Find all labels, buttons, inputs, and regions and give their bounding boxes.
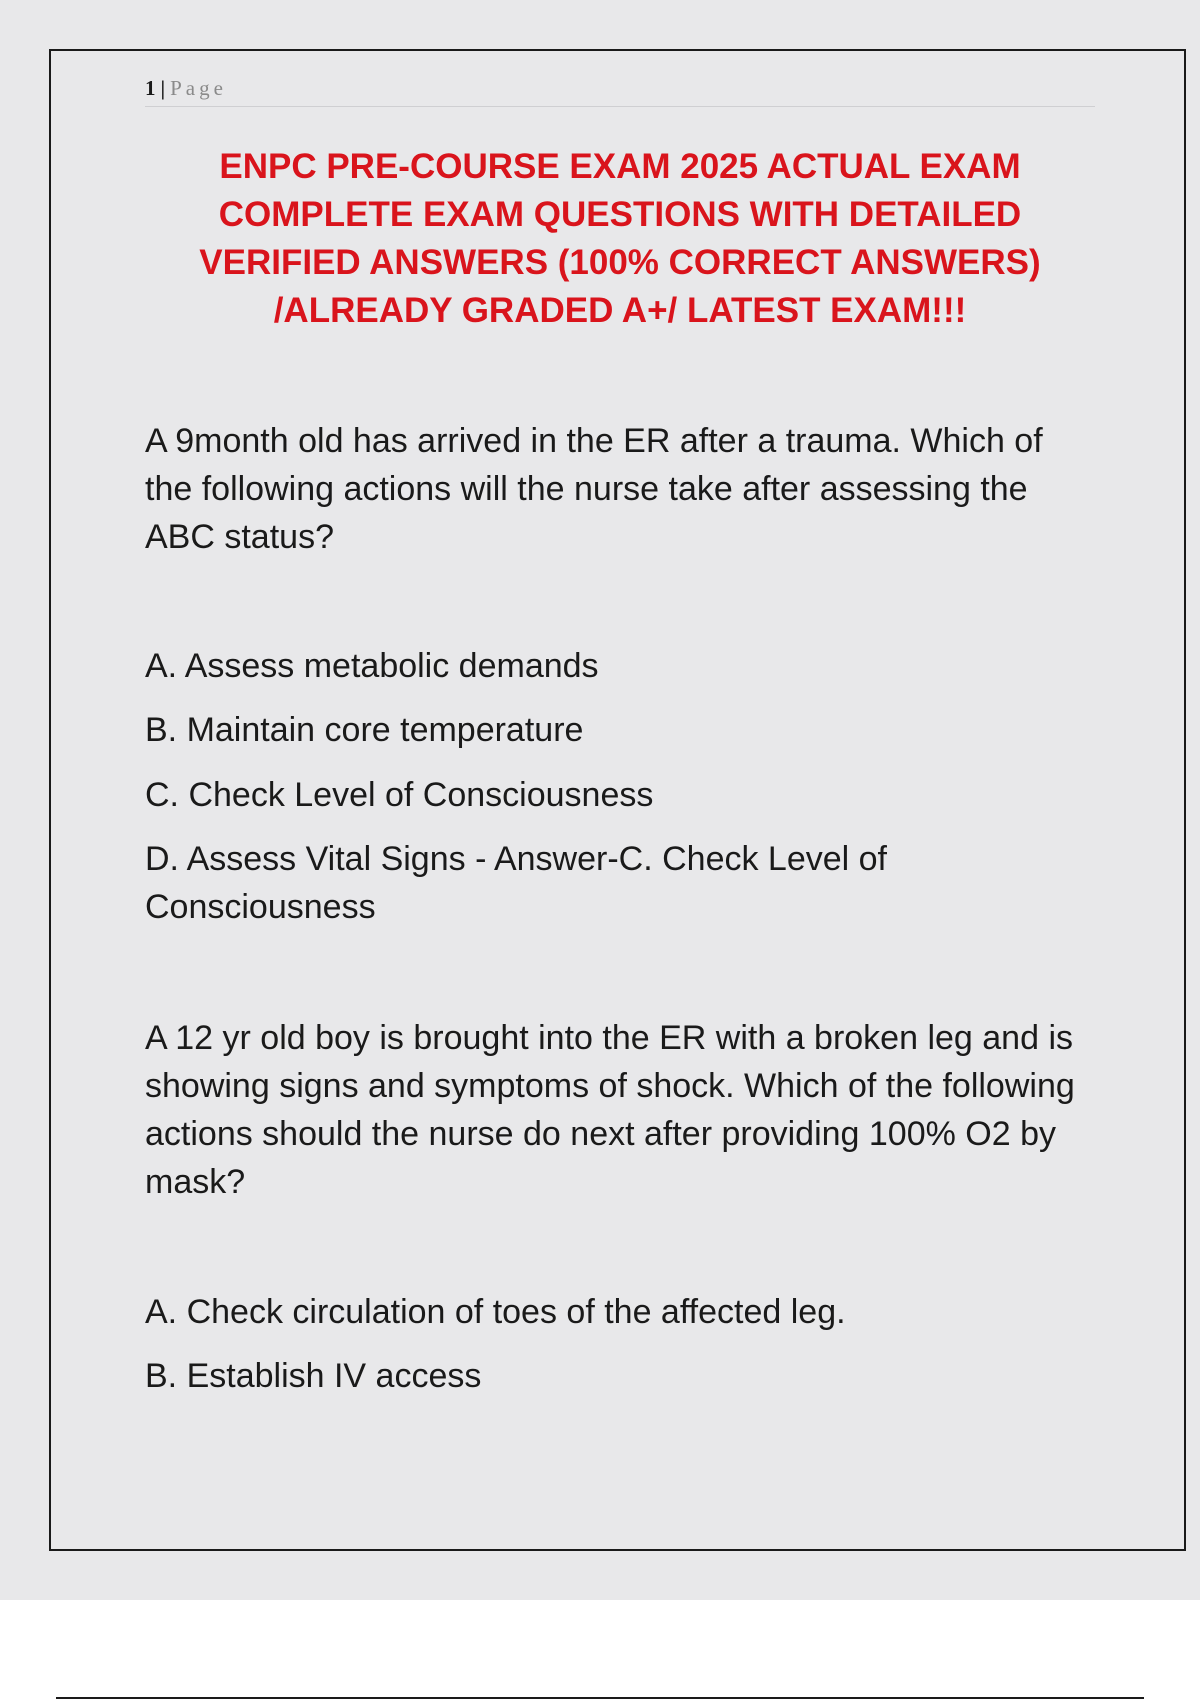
page-number: 1: [145, 76, 156, 100]
question-1-option-c: C. Check Level of Consciousness: [145, 776, 654, 814]
question-1-option-a: A. Assess metabolic demands: [145, 647, 599, 685]
document-title: [145, 143, 1095, 335]
title-line: COMPLETE EXAM QUESTIONS WITH DETAILED: [218, 195, 1022, 234]
page-header: [145, 74, 1095, 107]
question-1-text: A 9month old has arrived in the ER after a trauma. Which of the following actions will the nurse take after assessing the ABC status?: [145, 422, 1043, 556]
question-1-option-b: B. Maintain core temperature: [145, 711, 584, 749]
page-separator: |: [160, 76, 166, 100]
title-line: ENPC PRE-COURSE EXAM 2025 ACTUAL EXAM: [219, 147, 1021, 186]
title-line: VERIFIED ANSWERS (100% CORRECT ANSWERS): [199, 243, 1041, 282]
question-1-option-d-answer: D. Assess Vital Signs - Answer-C. Check Level of Consciousness: [145, 840, 888, 926]
question-2-option-b: B. Establish IV access: [145, 1357, 482, 1395]
footer-divider: [56, 1697, 1144, 1699]
question-2-text: A 12 yr old boy is brought into the ER with a broken leg and is showing signs and symptoms of shock. Which of the following actions should the nurse do next after providing 100% O2 by mask?: [145, 1019, 1075, 1201]
page-label: Page: [170, 76, 227, 100]
title-line: /ALREADY GRADED A+/ LATEST EXAM!!!: [273, 291, 967, 330]
question-2-option-a: A. Check circulation of toes of the affected leg.: [145, 1293, 846, 1331]
